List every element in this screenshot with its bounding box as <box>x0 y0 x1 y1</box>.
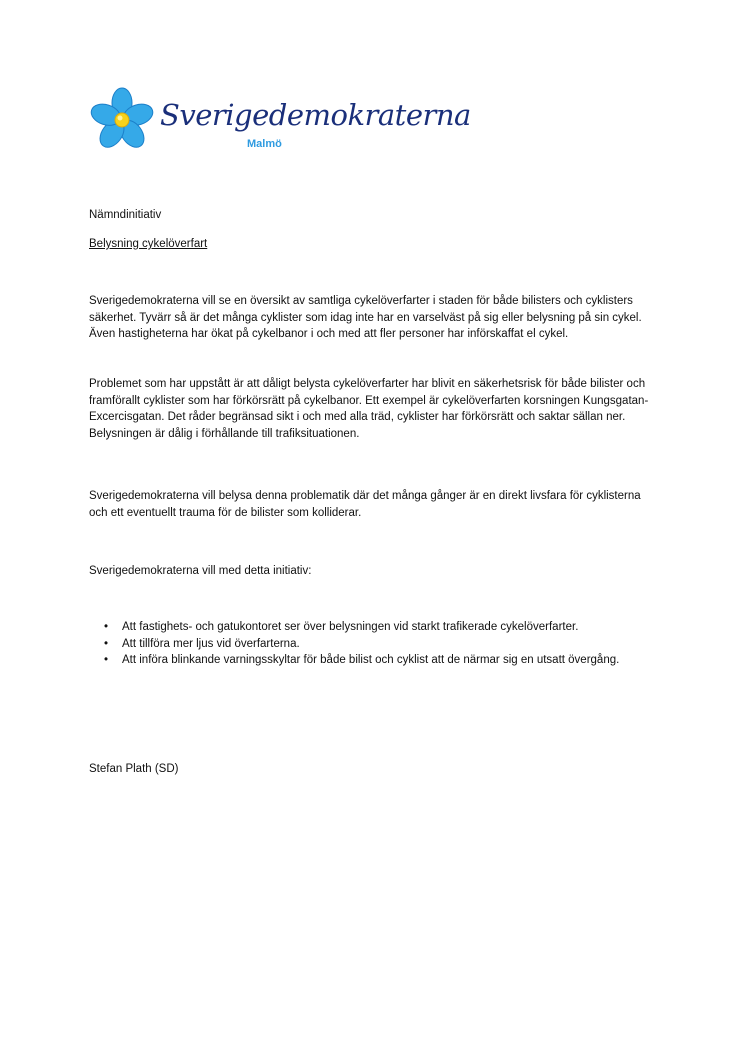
paragraph-3: Sverigedemokraterna vill belysa denna problematik där det många gånger är en direkt livsfara för cyklisterna och ett eventuellt trauma för de bilister som kolliderar. <box>89 490 641 519</box>
list-item-text: Att införa blinkande varningsskyltar för både bilist och cyklist att de närmar sig en utsatt övergång. <box>122 654 620 666</box>
list-item-text: Att tillföra mer ljus vid överfarterna. <box>122 637 300 650</box>
blue-flower-icon <box>86 86 158 150</box>
list-item <box>89 619 659 636</box>
bullet-icon: • <box>103 637 109 650</box>
bullet-icon: • <box>103 621 109 633</box>
document-title: Belysning cykelöverfart <box>89 238 208 250</box>
party-logo <box>86 86 471 162</box>
paragraph-4: Sverigedemokraterna vill med detta initiativ: <box>89 565 312 577</box>
document-type: Nämndinitiativ <box>89 209 162 221</box>
bullet-icon: • <box>103 654 109 666</box>
list-item-text: Att fastighets- och gatukontoret ser över belysningen vid starkt trafikerade cykelöverfarter. <box>122 621 579 633</box>
list-item <box>89 652 659 669</box>
logo-city: Malmö <box>247 138 282 150</box>
initiative-list <box>89 619 659 669</box>
paragraph-1: Sverigedemokraterna vill se en översikt av samtliga cykelöverfarter i staden för både bilisters och cyklisters säkerhet. Tyvärr så är det många cyklister som idag inte har en varselväst på sig eller belysning på sin cykel. Även hastigheterna har ökat på cykelbanor i och med att fler personer har införskaffat el cykel. <box>89 295 642 340</box>
signature: Stefan Plath (SD) <box>89 763 179 775</box>
paragraph-2: Problemet som har uppstått är att dåligt belysta cykelöverfarter har blivit en säkerhetsrisk för både bilister och framförallt cyklister som har förkörsrätt på cykelbanor. Ett exempel är cykelöverfarten korsningen Kungsgatan-Excercisgatan. Det råder begränsad sikt i och med alla träd, cyklister har förkörsrätt och saktar sällan ner. Belysningen är dålig i förhållande till trafiksituationen. <box>89 378 649 440</box>
logo-wordmark: Sverigedemokraterna <box>160 98 471 132</box>
list-item <box>89 636 659 653</box>
